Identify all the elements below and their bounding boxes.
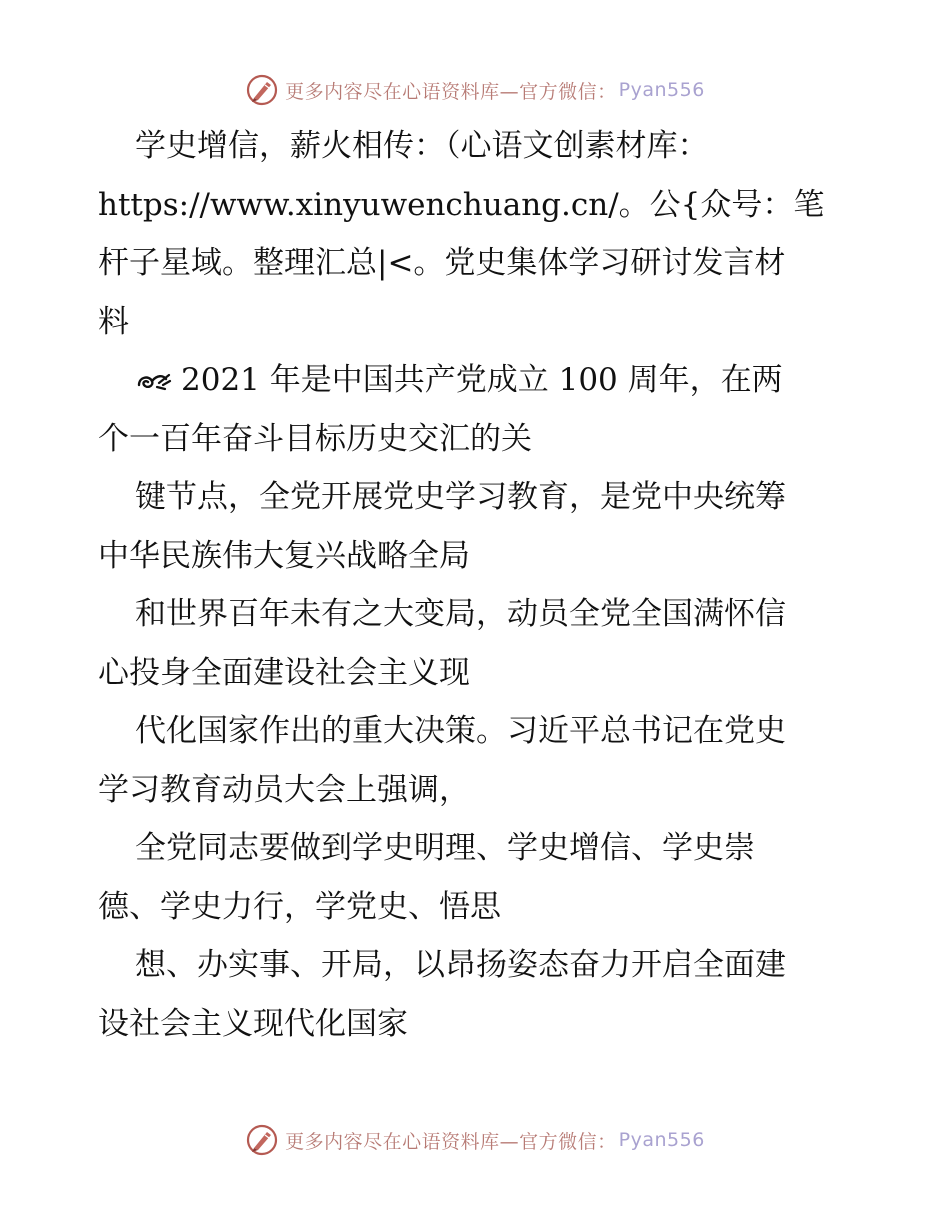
text-line: https://www.xinyuwenchuang.cn/。公{众号：笔 [98,186,825,223]
text-line: 中华民族伟大复兴战略全局 [98,537,470,574]
text-line: 代化国家作出的重大决策。习近平总书记在党史 [135,713,786,749]
watermark-text: 更多内容尽在心语资料库—官方微信： [285,1130,617,1153]
paragraph-6-cont [98,878,858,937]
paragraph-5 [98,702,858,761]
document-body [98,117,858,1053]
paragraph-4 [98,585,858,644]
paragraph-3 [98,468,858,527]
text-line: 个一百年奋斗目标历史交汇的关 [98,420,532,457]
pen-circle-logo-icon [245,1123,279,1157]
watermark-text: 更多内容尽在心语资料库—官方微信： [285,80,617,103]
text-line: 杆子星域。整理汇总|<。党史集体学习研讨发言材 [98,245,786,281]
text-line: 2021 年是中国共产党成立 100 周年，在两 [181,362,783,398]
paragraph-5-cont [98,761,858,820]
paragraph-1-cont [98,176,858,352]
fleuron-bullet-icon [135,371,173,393]
text-line: 键节点，全党开展党史学习教育，是党中央统筹 [135,479,786,515]
paragraph-1 [98,117,858,176]
pen-circle-logo-icon [245,73,279,107]
text-line: 全党同志要做到学史明理、学史增信、学史崇 [135,830,755,866]
header-watermark [0,70,950,110]
text-line: 料 [98,303,129,340]
paragraph-6 [98,819,858,878]
watermark-wechat-id: Pyan556 [618,1129,705,1151]
paragraph-2 [98,351,858,410]
text-line: 想、办实事、开局，以昂扬姿态奋力开启全面建 [135,947,786,983]
text-line: 德、学史力行，学党史、悟思 [98,888,501,925]
text-line: 和世界百年未有之大变局，动员全党全国满怀信 [135,596,786,632]
paragraph-7 [98,936,858,995]
paragraph-7-cont [98,995,858,1054]
text-line: 设社会主义现代化国家 [98,1005,408,1042]
footer-watermark [0,1120,950,1160]
paragraph-4-cont [98,644,858,703]
watermark-wechat-id: Pyan556 [618,79,705,101]
text-line: 学习教育动员大会上强调， [98,771,470,808]
text-line: 心投身全面建设社会主义现 [98,654,470,691]
paragraph-3-cont [98,527,858,586]
paragraph-2-cont [98,410,858,469]
bullet-line [135,351,858,410]
text-line: 学史增信，薪火相传：（心语文创素材库： [135,128,709,164]
